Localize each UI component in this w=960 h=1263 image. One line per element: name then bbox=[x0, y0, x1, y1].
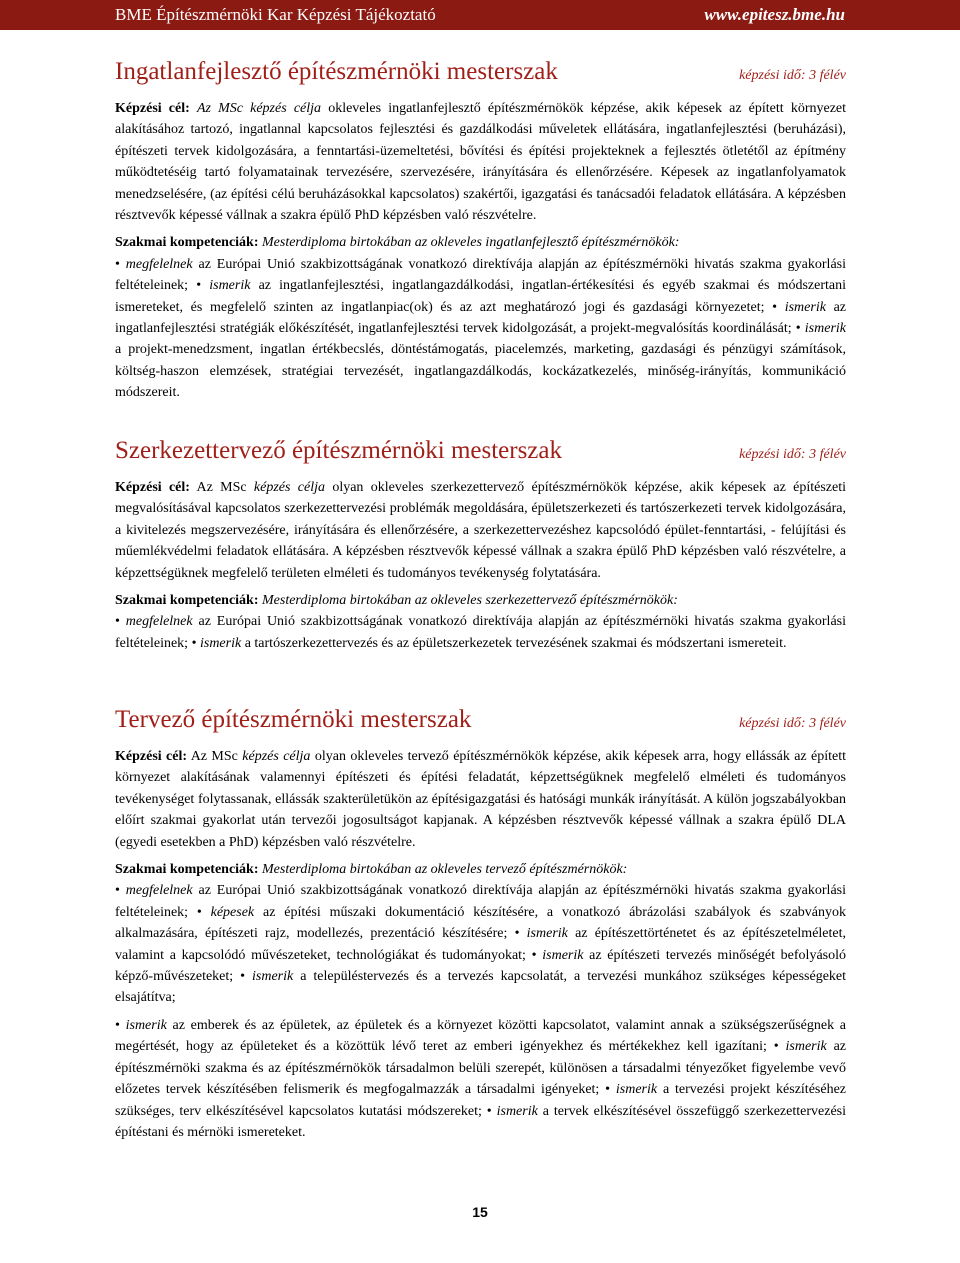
training-goal: Képzési cél: Az MSc képzés célja okleveles ingatlanfejlesztő építészmérnökök képzése, akik képesek az épített környezet alakításához tartozó, ingatlannal kapcsolatos fejlesztési és gazdálkodási műveletek ellátására, ingatlanfejlesztési (beruházási), építészeti tervek kidolgozására, a fenntartási-üzemeltetési, bővítési és építési projekteknek a fejlesztés ötletétől az építmény működtetéséig tartó folyamatainak tervezésére, szervezésére, irányítására és ellenőrzésére. Képesek az ingatlanfolyamatok menedzselésére, (az építési célú beruházásokkal kapcsolatos) szakértői, igazgatási és tanácsadói feladatok ellátására. A képzésben résztvevők képessé vállnak a szakra épülő PhD képzésben való részvételre. bbox=[115, 101, 847, 224]
competencies: Szakmai kompetenciák: Mesterdiploma birtokában az okleveles ingatlanfejlesztő építészmérnökök: • megfelelnek az Európai Unió szakbizottságának vonatkozó direktívája alapján az építészmérnöki hivatás szakma gyakorlási feltételeinek; • ismerik az ingatlanfejlesztési, ingatlangazdálkodási, ingatlan-értékesítési és egyéb szakmai és módszertani ismereteket, és megfelelő szinten az ingatlanpiac(ok) és az azt meghatározó jogi és gazdasági környezetet; • ismerik az ingatlanfejlesztési stratégiák előkészítését, ingatlanfejlesztési tervek kidolgozását, a projekt-megvalósítás koordinálását; • ismerik a projekt-menedzsment, ingatlan értékbecslés, döntéstámogatás, piacelemzés, marketing, gazdasági és pénzügyi számítások, költség-haszon elemzések, stratégiai tervezését, ingatlangazdálkodás, kockázatkezelés, minőség-irányítás, kommunikáció módszereit. bbox=[115, 235, 847, 401]
header-url[interactable]: www.epitesz.bme.hu bbox=[704, 5, 845, 24]
competencies: Szakmai kompetenciák: Mesterdiploma birtokában az okleveles tervező építészmérnökök: • megfelelnek az Európai Unió szakbizottságának vonatkozó direktívája alapján az építészmérnöki hivatás szakma gyakorlási feltételeinek; • képesek az építési műszaki dokumentáció készítésére, a vonatkozó ábrázolási szabályok és szabványok alkalmazására, építészeti rajz, modellezés, prezentáció készítésére; • ismerik az építészettörténetet és az építészetelméletet, valamint a kapcsolódó művészeteket, technológiákat és tudományokat; • ismerik az építészeti tervezés minőségét befolyásoló képző-művészeteket; • ismerik a településtervezés és a tervezés kapcsolatát, a tervezési munkához szükséges képességeket elsajátítva; bbox=[115, 862, 847, 1006]
section-ingatlanfejleszto bbox=[115, 58, 846, 404]
training-goal: Képzési cél: Az MSc képzés célja olyan okleveles tervező építészmérnökök képzése, akik képesek arra, hogy ellássák az épített környezet alakításának valamennyi építészeti és építési feladatát, képzettségüknek megfelelő elméleti és tudományos tevékenységet folytassanak, ellássák szakterületükön az építésigazgatási és hatósági munkák irányítását. A külön jogszabályokban előírt szakmai gyakorlat után tervezői jogosultságot kapjanak. A képzésben résztvevők képessé vállnak a szakra épülő DLA (egyedi esetekben a PhD) képzésben való részvételre. bbox=[115, 749, 847, 850]
section-tervezo bbox=[115, 706, 846, 1143]
training-goal: Képzési cél: Az MSc képzés célja olyan okleveles szerkezettervező építészmérnökök képzése, akik képesek az építészeti megvalósításával kapcsolatos szerkezettervezési problémák megoldására, épületszerkezeti és tartószerkezeti tervek kidolgozására, a kivitelezés megszervezésére, irányítására és ellenőrzésére, a szerkezettervezéshez kapcsolódó épület-fenntartási, - felújítási és műemlékvédelmi feladatok ellátására. A képzésben résztvevők képessé vállnak a szakra épülő PhD képzésben való részvételre, a képzettségüknek megfelelő területen elméleti és tudományos tevékenység folytatására. bbox=[115, 480, 846, 581]
section-title: Tervező építészmérnöki mesterszak bbox=[115, 706, 472, 733]
page-number: 15 bbox=[472, 1204, 488, 1220]
competencies: Szakmai kompetenciák: Mesterdiploma birtokában az okleveles szerkezettervező építészmérnökök: • megfelelnek az Európai Unió szakbizottságának vonatkozó direktívája alapján az építészmérnöki hivatás szakma gyakorlási feltételeinek; • ismerik a tartószerkezettervezés és az épületszerkezetek tervezésének szakmai és módszertani ismereteit. bbox=[115, 593, 846, 651]
section-title: Szerkezettervező építészmérnöki mesterszak bbox=[115, 437, 562, 464]
competencies-continued: • ismerik az emberek és az épületek, az épületek és a környezet közötti kapcsolatot, valamint annak a szükségszerűségnek a megértését, hogy az épületeket és a közöttük lévő teret az emberi igényekhez és mértékekhez kell igazítani; • ismerik az építészmérnöki szakma és az építészmérnökök társadalmon belüli szerepét, különösen a társadalmi tényezőket figyelembe vevő előzetes tervek készítésében felismerik és megfogalmazzák a társadalmi igényeket; • ismerik a tervezési projekt készítéséhez szükséges, terv elkészítésével kapcsolatos kutatási módszereket; • ismerik a tervek elkészítésével összefüggő szerkezettervezési építéstani és mérnöki ismereteket. bbox=[115, 1017, 847, 1140]
section-szerkezettervezo bbox=[115, 437, 846, 654]
section-duration: képzési idő: 3 félév bbox=[739, 716, 846, 731]
section-duration: képzési idő: 3 félév bbox=[739, 447, 846, 462]
section-title: Ingatlanfejlesztő építészmérnöki mesterszak bbox=[115, 58, 558, 85]
page-header bbox=[0, 0, 960, 30]
section-duration: képzési idő: 3 félév bbox=[739, 68, 846, 83]
header-title: BME Építészmérnöki Kar Képzési Tájékoztató bbox=[115, 5, 436, 24]
